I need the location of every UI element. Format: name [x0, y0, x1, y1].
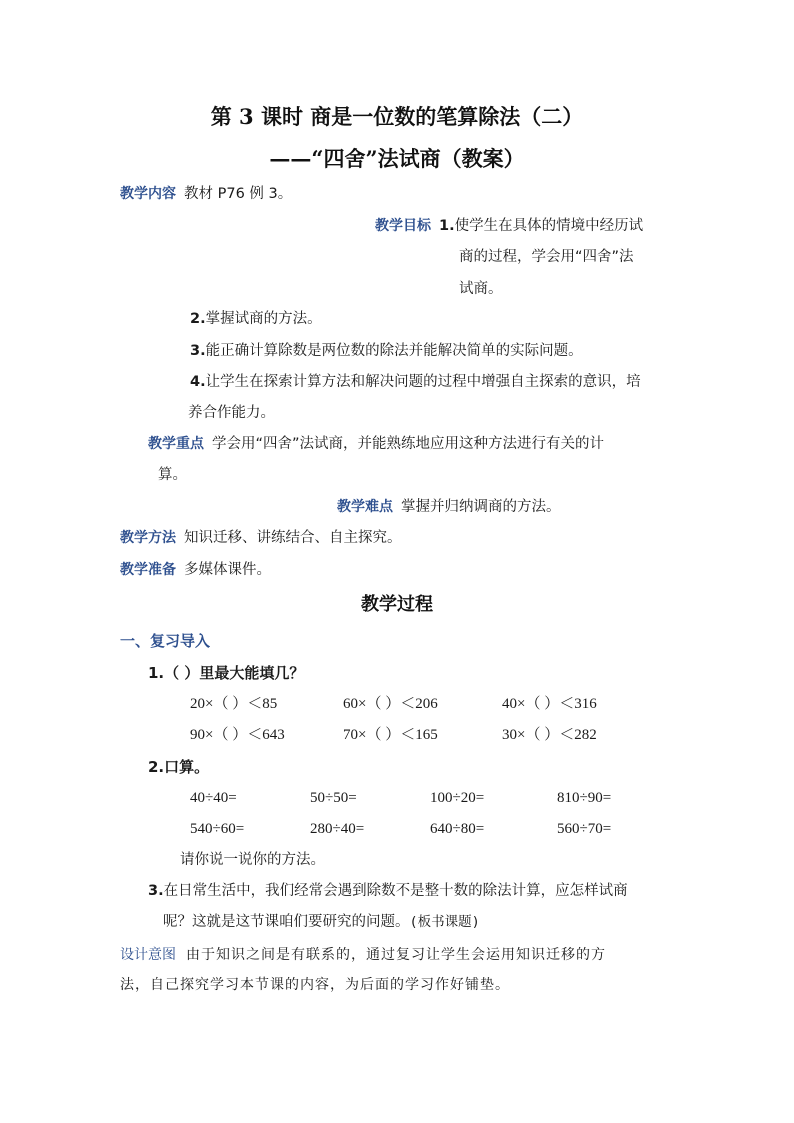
teaching-difficulty-text: 掌握并归纳调商的方法。	[401, 499, 561, 515]
q2-item: 560÷70=	[557, 821, 612, 837]
goal3-number: 3.	[190, 343, 206, 359]
teaching-content-label: 教学内容	[120, 186, 176, 202]
question3-line2-text: 呢？这就是这节课咱们要研究的问题。	[163, 914, 410, 930]
section-review-intro: 一、复习导入	[120, 632, 211, 650]
teaching-content	[120, 187, 292, 202]
goal3	[190, 344, 583, 359]
teaching-key-line2: 算。	[158, 467, 187, 483]
q1-item: 90×（ ）＜643	[190, 727, 285, 743]
teaching-goals-label: 教学目标	[375, 218, 431, 234]
goal1-number: 1.	[439, 218, 455, 234]
q2-method-prompt: 请你说一说你的方法。	[180, 852, 325, 868]
board-title-note: (板书课题)	[409, 914, 480, 930]
question3	[148, 884, 628, 899]
teaching-method-label: 教学方法	[120, 530, 176, 546]
teaching-difficulty-label: 教学难点	[337, 499, 393, 515]
design-intent-line2: 法，自己探究学习本节课的内容，为后面的学习作好铺垫。	[120, 977, 510, 993]
goal4-number: 4.	[190, 374, 206, 390]
goal2-text: 掌握试商的方法。	[205, 311, 322, 327]
lesson-subtitle: ——“四舍”法试商（教案）	[269, 146, 525, 171]
process-heading: 教学过程	[361, 594, 433, 615]
question3-line2	[163, 915, 480, 930]
teaching-preparation-label: 教学准备	[120, 562, 176, 578]
teaching-preparation	[120, 563, 271, 578]
teaching-key-label: 教学重点	[148, 436, 204, 452]
goal1-line2: 商的过程，学会用“四舍”法	[459, 249, 634, 265]
teaching-key-line1: 学会用“四舍”法试商，并能熟练地应用这种方法进行有关的计	[212, 436, 605, 452]
goal1-line3: 试商。	[459, 281, 503, 297]
design-intent-line1: 由于知识之间是有联系的，通过复习让学生会运用知识迁移的方	[186, 947, 606, 963]
teaching-preparation-text: 多媒体课件。	[184, 562, 271, 578]
q2-item: 640÷80=	[430, 821, 485, 837]
teaching-goals	[375, 219, 643, 234]
question1: 1.（ ）里最大能填几？	[148, 664, 305, 682]
goal4-line1: 让学生在探索计算方法和解决问题的过程中增强自主探索的意识，培	[205, 374, 641, 390]
design-intent-label: 设计意图	[120, 947, 176, 963]
goal4	[190, 375, 641, 390]
q2-item: 810÷90=	[557, 790, 612, 806]
q1-item: 60×（ ）＜206	[343, 696, 438, 712]
goal4-line2: 养合作能力。	[188, 405, 275, 421]
q1-item: 20×（ ）＜85	[190, 696, 278, 712]
q2-item: 540÷60=	[190, 821, 245, 837]
q2-item: 280÷40=	[310, 821, 365, 837]
teaching-key-points	[148, 437, 604, 452]
q1-item: 40×（ ）＜316	[502, 696, 597, 712]
goal2	[190, 312, 322, 327]
teaching-method	[120, 531, 402, 546]
q2-item: 100÷20=	[430, 790, 485, 806]
q2-item: 40÷40=	[190, 790, 237, 806]
q1-item: 30×（ ）＜282	[502, 727, 597, 743]
goal2-number: 2.	[190, 311, 206, 327]
q1-item: 70×（ ）＜165	[343, 727, 438, 743]
question3-line1: 在日常生活中，我们经常会遇到除数不是整十数的除法计算，应怎样试商	[163, 883, 628, 899]
q2-item: 50÷50=	[310, 790, 357, 806]
goal3-text: 能正确计算除数是两位数的除法并能解决简单的实际问题。	[205, 343, 583, 359]
goal1-line1: 使学生在具体的情境中经历试	[454, 218, 644, 234]
question2: 2.口算。	[148, 758, 210, 776]
teaching-content-text: 教材 P76 例 3。	[184, 186, 293, 202]
design-intent	[120, 947, 606, 962]
teaching-method-text: 知识迁移、讲练结合、自主探究。	[184, 530, 402, 546]
lesson-title: 第 3 课时 商是一位数的笔算除法（二）	[210, 104, 584, 129]
teaching-difficulty	[337, 500, 561, 515]
question3-number: 3.	[148, 883, 164, 899]
